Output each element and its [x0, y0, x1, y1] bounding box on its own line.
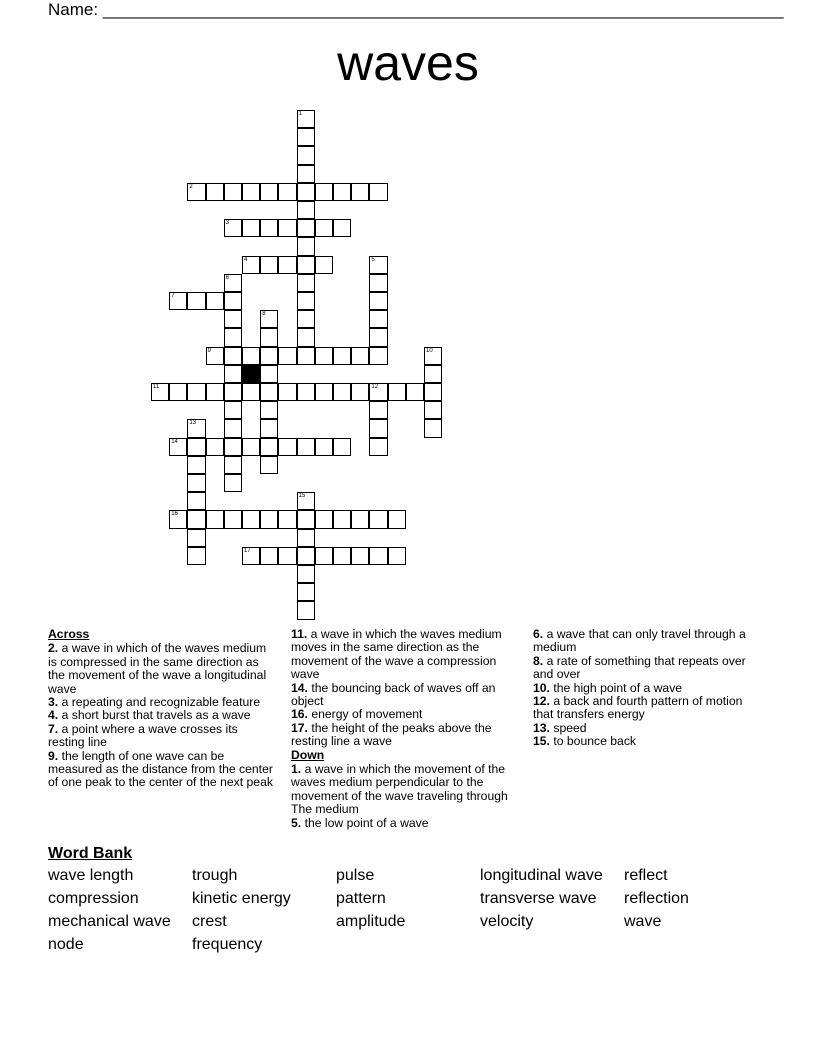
clue-number-label: 15 [298, 493, 306, 500]
grid-cell[interactable] [224, 401, 242, 419]
grid-cell[interactable] [369, 419, 387, 437]
clue-number-label: 7 [171, 293, 175, 299]
grid-cell[interactable] [369, 256, 387, 274]
clue-item [291, 628, 527, 682]
grid-cell[interactable] [297, 565, 315, 583]
grid-cell[interactable] [187, 510, 205, 528]
grid-cell[interactable] [315, 347, 333, 365]
grid-cell[interactable] [351, 510, 369, 528]
clue-number: 14. [291, 680, 308, 695]
grid-cell[interactable] [297, 183, 315, 201]
clue-text: the high point of a wave [553, 680, 683, 695]
clue-number: 7. [48, 721, 59, 736]
grid-cell[interactable] [260, 365, 278, 383]
grid-cell[interactable] [297, 201, 315, 219]
grid-cell[interactable] [260, 328, 278, 346]
grid-cell[interactable] [224, 456, 242, 474]
word-bank-item: mechanical wave [48, 913, 171, 930]
grid-cell[interactable] [297, 601, 315, 619]
grid-cell[interactable] [242, 510, 260, 528]
grid-cell[interactable] [242, 219, 260, 237]
grid-cell[interactable] [187, 419, 205, 437]
clue-item [48, 696, 276, 709]
clue-item [291, 708, 527, 721]
grid-cell[interactable] [242, 256, 260, 274]
grid-cell[interactable] [224, 510, 242, 528]
clue-item [48, 642, 276, 696]
grid-cell[interactable] [297, 438, 315, 456]
clue-text: speed [553, 720, 587, 735]
grid-cell[interactable] [224, 219, 242, 237]
grid-cell[interactable] [297, 292, 315, 310]
grid-cell[interactable] [278, 347, 296, 365]
word-bank-item: pulse [336, 867, 375, 884]
grid-cell[interactable] [260, 510, 278, 528]
clue-text: a wave in which the waves medium moves in the same direction as the movement of the wave a compression wave [291, 627, 502, 682]
grid-cell[interactable] [315, 256, 333, 274]
across-clues-col1 [48, 628, 276, 790]
grid-cell[interactable] [351, 183, 369, 201]
grid-cell[interactable] [206, 438, 224, 456]
grid-cell[interactable] [169, 510, 187, 528]
across-heading: Across [48, 627, 90, 641]
clue-text: the length of one wave can be measured as the distance from the center of one peak to the center of the next peak [48, 748, 273, 790]
grid-cell[interactable] [297, 110, 315, 128]
grid-cell[interactable] [224, 438, 242, 456]
grid-cell[interactable] [388, 510, 406, 528]
word-bank-item: node [48, 936, 84, 953]
grid-cell[interactable] [315, 547, 333, 565]
grid-cell[interactable] [297, 510, 315, 528]
word-bank-item: amplitude [336, 913, 406, 930]
word-bank-item: trough [192, 867, 238, 884]
grid-cell[interactable] [297, 256, 315, 274]
grid-cell[interactable] [260, 419, 278, 437]
grid-cell[interactable] [297, 237, 315, 255]
grid-cell[interactable] [187, 474, 205, 492]
grid-cell[interactable] [406, 383, 424, 401]
grid-cell[interactable] [187, 292, 205, 310]
clue-item [533, 735, 765, 748]
grid-cell[interactable] [297, 492, 315, 510]
clue-number: 16. [291, 707, 308, 722]
clue-number-label: 4 [244, 256, 248, 263]
clue-number: 5. [291, 815, 302, 830]
grid-cell[interactable] [369, 347, 387, 365]
grid-cell[interactable] [297, 583, 315, 601]
grid-cell[interactable] [224, 292, 242, 310]
grid-cell[interactable] [260, 310, 278, 328]
grid-cell[interactable] [187, 438, 205, 456]
grid-cell[interactable] [297, 347, 315, 365]
clue-number: 1. [291, 762, 302, 777]
grid-cell[interactable] [224, 183, 242, 201]
clue-number-label: 12 [371, 384, 379, 390]
grid-cell[interactable] [242, 547, 260, 565]
grid-cell[interactable] [333, 183, 351, 201]
clue-text: the low point of a wave [304, 815, 429, 830]
grid-cell[interactable] [369, 438, 387, 456]
grid-cell[interactable] [260, 456, 278, 474]
grid-cell[interactable] [187, 456, 205, 474]
grid-cell[interactable] [187, 492, 205, 510]
grid-cell[interactable] [187, 183, 205, 201]
grid-cell[interactable] [369, 547, 387, 565]
grid-cell[interactable] [351, 347, 369, 365]
grid-cell[interactable] [224, 328, 242, 346]
name-blank-line[interactable]: ________________________________________________________________________ [102, 0, 784, 19]
clue-text: a short burst that travels as a wave [61, 708, 251, 723]
grid-cell[interactable] [260, 401, 278, 419]
clue-number: 4. [48, 708, 59, 723]
grid-cell[interactable] [206, 292, 224, 310]
word-bank-item: reflect [624, 867, 668, 884]
word-bank-item: frequency [192, 936, 263, 953]
clue-item [48, 723, 276, 750]
clue-number: 12. [533, 694, 550, 709]
clue-number-label: 16 [171, 511, 178, 518]
grid-cell[interactable] [169, 383, 187, 401]
grid-cell[interactable] [315, 438, 333, 456]
clue-number: 15. [533, 734, 550, 749]
clue-number: 11. [291, 627, 308, 641]
grid-cell[interactable] [369, 401, 387, 419]
name-label: Name: [48, 0, 99, 19]
grid-cell[interactable] [333, 547, 351, 565]
clue-number: 17. [291, 720, 308, 735]
grid-cell[interactable] [187, 547, 205, 565]
clue-number-label: 8 [262, 311, 266, 318]
clue-number-label: 13 [189, 420, 197, 427]
page-title: waves [337, 35, 479, 91]
word-bank-item: crest [192, 913, 227, 930]
grid-cell[interactable] [388, 383, 406, 401]
grid-cell[interactable] [369, 383, 387, 401]
grid-cell[interactable] [242, 383, 260, 401]
word-bank-item: pattern [336, 890, 386, 907]
grid-cell[interactable] [278, 383, 296, 401]
word-bank-item: longitudinal wave [480, 867, 603, 884]
grid-cell[interactable] [297, 547, 315, 565]
grid-cell[interactable] [315, 383, 333, 401]
clue-number-label: 9 [207, 347, 211, 354]
clue-number: 6. [533, 627, 544, 641]
grid-cell[interactable] [224, 365, 242, 383]
black-cell [242, 365, 260, 383]
word-bank-item: kinetic energy [192, 890, 291, 907]
clue-item [48, 709, 276, 722]
clue-text: a wave in which of the waves medium is compressed in the same direction as the movement of the wave a longitudinal wave [48, 641, 267, 696]
grid-cell[interactable] [278, 438, 296, 456]
grid-cell[interactable] [242, 347, 260, 365]
grid-cell[interactable] [260, 183, 278, 201]
clue-number: 9. [48, 748, 59, 763]
word-bank-item: wave length [48, 867, 134, 884]
word-bank-item: transverse wave [480, 890, 597, 907]
clue-number-label: 2 [189, 183, 193, 190]
grid-cell[interactable] [278, 183, 296, 201]
grid-cell[interactable] [187, 383, 205, 401]
clue-item [291, 682, 527, 709]
clue-item [533, 722, 765, 735]
word-bank-item: compression [48, 890, 139, 907]
grid-cell[interactable] [224, 274, 242, 292]
grid-cell[interactable] [242, 183, 260, 201]
clue-number-label: 1 [298, 111, 302, 117]
grid-cell[interactable] [151, 383, 169, 401]
clue-number-label: 11 [153, 384, 160, 390]
clue-item [533, 628, 765, 655]
grid-cell[interactable] [369, 183, 387, 201]
grid-cell[interactable] [333, 219, 351, 237]
clue-item [533, 682, 765, 695]
clue-number-label: 6 [225, 274, 230, 281]
clue-number-label: 17 [244, 547, 251, 554]
grid-cell[interactable] [278, 547, 296, 565]
grid-cell[interactable] [424, 347, 442, 365]
grid-cell[interactable] [297, 328, 315, 346]
clue-item [533, 695, 765, 722]
clues-col2 [291, 628, 527, 830]
grid-cell[interactable] [187, 529, 205, 547]
clue-text: a back and fourth pattern of motion that transfers energy [533, 694, 743, 722]
grid-cell[interactable] [169, 292, 187, 310]
grid-cell[interactable] [333, 347, 351, 365]
clue-text: a wave that can only travel through a medium [533, 627, 746, 655]
clue-number: 2. [48, 641, 59, 656]
clue-item [48, 750, 276, 790]
grid-cell[interactable] [297, 310, 315, 328]
clue-number-label: 14 [171, 438, 178, 445]
grid-cell[interactable] [224, 419, 242, 437]
grid-cell[interactable] [224, 474, 242, 492]
grid-cell[interactable] [297, 146, 315, 164]
grid-cell[interactable] [369, 310, 387, 328]
grid-cell[interactable] [206, 183, 224, 201]
clue-text: the bouncing back of waves off an object [291, 680, 496, 709]
grid-cell[interactable] [333, 438, 351, 456]
clue-text: to bounce back [553, 734, 637, 749]
clue-text: a point where a wave crosses its resting line [48, 721, 238, 750]
word-bank-item: velocity [480, 913, 534, 930]
grid-cell[interactable] [260, 219, 278, 237]
grid-cell[interactable] [351, 383, 369, 401]
clue-text: energy of movement [311, 707, 423, 722]
clue-number: 10. [533, 680, 550, 695]
clue-number: 13. [533, 720, 550, 735]
grid-cell[interactable] [315, 510, 333, 528]
grid-cell[interactable] [224, 383, 242, 401]
clue-item [291, 817, 527, 830]
grid-cell[interactable] [278, 219, 296, 237]
grid-cell[interactable] [242, 438, 260, 456]
grid-cell[interactable] [169, 438, 187, 456]
grid-cell[interactable] [206, 510, 224, 528]
clue-text: a repeating and recognizable feature [61, 695, 261, 710]
grid-cell[interactable] [260, 438, 278, 456]
grid-cell[interactable] [333, 383, 351, 401]
grid-cell[interactable] [297, 128, 315, 146]
clue-number-label: 5 [371, 256, 375, 263]
grid-cell[interactable] [424, 401, 442, 419]
clue-number-label: 3 [225, 220, 230, 227]
grid-cell[interactable] [369, 274, 387, 292]
clue-item [291, 722, 527, 749]
grid-cell[interactable] [388, 547, 406, 565]
grid-cell[interactable] [369, 292, 387, 310]
word-bank-item: wave [624, 913, 662, 930]
word-bank-heading: Word Bank [48, 845, 133, 862]
grid-cell[interactable] [206, 347, 224, 365]
grid-cell[interactable] [424, 383, 442, 401]
grid-cell[interactable] [424, 419, 442, 437]
grid-cell[interactable] [351, 547, 369, 565]
clue-text: a rate of something that repeats over and over [533, 653, 746, 682]
clue-number-label: 10 [426, 347, 433, 354]
grid-cell[interactable] [260, 383, 278, 401]
clue-item [291, 763, 527, 817]
grid-cell[interactable] [206, 383, 224, 401]
grid-cell[interactable] [297, 274, 315, 292]
grid-cell[interactable] [369, 510, 387, 528]
grid-cell[interactable] [260, 547, 278, 565]
word-bank-item: reflection [624, 890, 689, 907]
clue-text: the height of the peaks above the resting line a wave [291, 720, 492, 749]
grid-cell[interactable] [224, 310, 242, 328]
grid-cell[interactable] [297, 165, 315, 183]
grid-cell[interactable] [278, 256, 296, 274]
grid-cell[interactable] [224, 347, 242, 365]
down-clues-col3 [533, 628, 765, 749]
clue-number: 8. [533, 653, 544, 668]
grid-cell[interactable] [315, 219, 333, 237]
grid-cell[interactable] [297, 219, 315, 237]
grid-cell[interactable] [260, 256, 278, 274]
grid-cell[interactable] [278, 510, 296, 528]
down-heading: Down [291, 747, 325, 762]
clue-item [533, 655, 765, 682]
grid-cell[interactable] [424, 365, 442, 383]
grid-cell[interactable] [315, 183, 333, 201]
clue-text: a wave in which the movement of the waves medium perpendicular to the movement of the wave traveling through The medium [291, 762, 508, 817]
grid-cell[interactable] [260, 347, 278, 365]
grid-cell[interactable] [297, 529, 315, 547]
grid-cell[interactable] [369, 328, 387, 346]
grid-cell[interactable] [333, 510, 351, 528]
clue-number: 3. [48, 695, 59, 710]
grid-cell[interactable] [297, 383, 315, 401]
